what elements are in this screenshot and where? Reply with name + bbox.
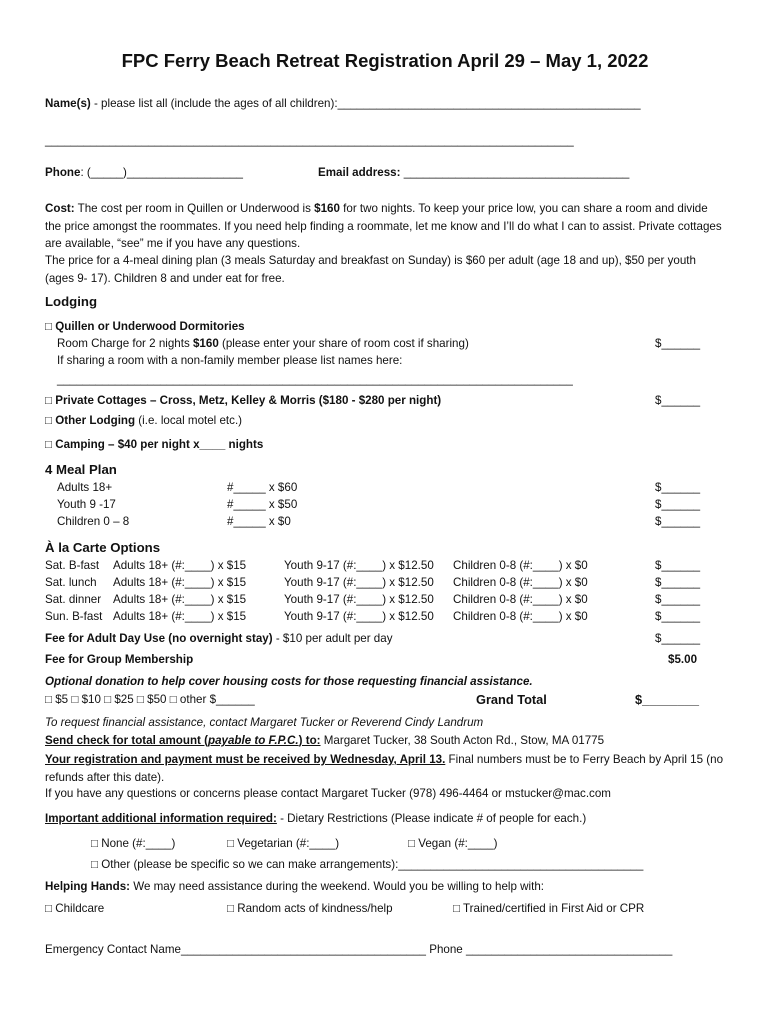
helping-hands-hint: We may need assistance during the weekend. Would you be willing to help with:	[130, 880, 544, 893]
phone-row	[45, 166, 243, 179]
a-la-carte-heading: À la Carte Options	[45, 540, 161, 555]
helping-hands-row	[45, 880, 544, 893]
cost-text: The cost per room in Quillen or Underwood is	[77, 202, 315, 215]
meal-plan-calc[interactable]: #_____ x $60	[227, 481, 298, 494]
carte-youth-field[interactable]: Youth 9-17 (#:____) x $12.50	[284, 593, 434, 606]
carte-amount[interactable]: $______	[655, 593, 701, 606]
carte-youth-field[interactable]: Youth 9-17 (#:____) x $12.50	[284, 610, 434, 623]
dietary-hint: - Dietary Restrictions (Please indicate # of people for each.)	[276, 812, 587, 825]
lodging-heading: Lodging	[45, 294, 97, 309]
cost-price: $160	[314, 202, 340, 215]
carte-amount[interactable]: $______	[655, 576, 701, 589]
send-check-to: ) to:	[298, 734, 321, 747]
cottages-amount[interactable]: $______	[655, 394, 701, 407]
emergency-name-label: Emergency Contact Name	[45, 943, 181, 956]
email-label: Email address:	[318, 166, 401, 179]
donation-options[interactable]: □ $5 □ $10 □ $25 □ $50 □ other $______	[45, 693, 255, 706]
emergency-phone-field[interactable]: ________________________________	[462, 943, 673, 956]
cost-paragraph	[45, 200, 725, 253]
carte-adults-field[interactable]: Adults 18+ (#:____) x $15	[113, 610, 247, 623]
dietary-row	[45, 812, 586, 825]
other-lodging-row	[45, 414, 242, 427]
carte-adults-field[interactable]: Adults 18+ (#:____) x $15	[113, 559, 247, 572]
day-use-row	[45, 632, 393, 645]
grand-total-label: Grand Total	[476, 692, 547, 707]
meal-plan-calc[interactable]: #_____ x $50	[227, 498, 298, 511]
cottages-checkbox[interactable]: □ Private Cottages – Cross, Metz, Kelley & Morris ($180 - $280 per night)	[45, 394, 442, 407]
meal-plan-heading: 4 Meal Plan	[45, 462, 117, 477]
carte-meal-label: Sat. B-fast	[45, 559, 100, 572]
emergency-phone-label: Phone	[426, 943, 463, 956]
donation-heading: Optional donation to help cover housing costs for those requesting financial assistance.	[45, 675, 533, 688]
deadline-text: Your registration and payment must be received by Wednesday, April 13.	[45, 753, 446, 766]
carte-youth-field[interactable]: Youth 9-17 (#:____) x $12.50	[284, 576, 434, 589]
grand-total-field[interactable]: $________	[635, 692, 700, 707]
room-charge-price: $160	[192, 337, 219, 350]
cost-label: Cost:	[45, 202, 75, 215]
group-membership-amount: $5.00	[668, 653, 698, 666]
meal-plan-amount[interactable]: $______	[655, 498, 701, 511]
dietary-label: Important additional information required:	[45, 812, 277, 825]
diet-other-checkbox[interactable]: □ Other (please be specific so we can make arrangements):______________________________________	[91, 858, 644, 871]
carte-amount[interactable]: $______	[655, 559, 701, 572]
phone-label: Phone	[45, 166, 81, 179]
meal-plan-amount[interactable]: $______	[655, 481, 701, 494]
meal-plan-label: Adults 18+	[57, 481, 113, 494]
mailing-address: Margaret Tucker, 38 South Acton Rd., Stow, MA 01775	[320, 734, 605, 747]
names-label: Name(s)	[45, 97, 91, 110]
carte-children-field[interactable]: Children 0-8 (#:____) x $0	[453, 576, 588, 589]
deadline-note: Final numbers must be to Ferry Beach by April 15 (no refunds after this date).	[45, 753, 724, 784]
day-use-amount[interactable]: $______	[655, 632, 701, 645]
day-use-label: Fee for Adult Day Use (no overnight stay)	[45, 632, 273, 645]
helping-hands-label: Helping Hands:	[45, 880, 131, 893]
meal-plan-label: Youth 9 -17	[57, 498, 116, 511]
email-row	[318, 166, 629, 179]
page-title: FPC Ferry Beach Retreat Registration April 29 – May 1, 2022	[121, 50, 649, 71]
sharing-note: If sharing a room with a non-family member please list names here:	[57, 354, 403, 367]
dorm-checkbox[interactable]: □ Quillen or Underwood Dormitories	[45, 320, 245, 333]
help-kindness-checkbox[interactable]: □ Random acts of kindness/help	[227, 902, 393, 915]
names-row	[45, 97, 641, 110]
help-childcare-checkbox[interactable]: □ Childcare	[45, 902, 105, 915]
send-check-row	[45, 734, 604, 747]
help-first-aid-checkbox[interactable]: □ Trained/certified in First Aid or CPR	[453, 902, 645, 915]
questions-contact: If you have any questions or concerns please contact Margaret Tucker (978) 496-4464 or mstucker@mac.com	[45, 787, 611, 800]
meal-plan-calc[interactable]: #_____ x $0	[227, 515, 291, 528]
email-field[interactable]: ___________________________________	[400, 166, 630, 179]
room-charge-note: (please enter your share of room cost if sharing)	[218, 337, 469, 350]
carte-youth-field[interactable]: Youth 9-17 (#:____) x $12.50	[284, 559, 434, 572]
phone-field[interactable]: : (_____)__________________	[80, 166, 243, 179]
deadline-paragraph	[45, 751, 725, 786]
other-lodging-hint: (i.e. local motel etc.)	[135, 414, 243, 427]
carte-adults-field[interactable]: Adults 18+ (#:____) x $15	[113, 593, 247, 606]
meal-plan-label: Children 0 – 8	[57, 515, 130, 528]
cost-text-2: for two nights. To keep your price low, you can share a room and divide the price amongst the roommates. If you need help finding a roommate, let me know and I’ll do what I can to assist. Private cottages are available, “see” me if you have any questions.	[45, 202, 722, 250]
camping-checkbox[interactable]: □ Camping – $40 per night x____ nights	[45, 438, 264, 451]
room-charge-amount[interactable]: $______	[655, 337, 701, 350]
names-field[interactable]: _______________________________________________	[337, 97, 641, 110]
diet-none-checkbox[interactable]: □ None (#:____)	[91, 837, 176, 850]
day-use-hint: - $10 per adult per day	[272, 632, 393, 645]
carte-children-field[interactable]: Children 0-8 (#:____) x $0	[453, 593, 588, 606]
meal-price-paragraph: The price for a 4-meal dining plan (3 meals Saturday and breakfast on Sunday) is $60 per adult (age 18 and up), $50 per youth (ages 9- 17). Children 8 and under eat for free.	[45, 254, 696, 285]
carte-amount[interactable]: $______	[655, 610, 701, 623]
room-charge-row	[57, 337, 469, 350]
meal-plan-amount[interactable]: $______	[655, 515, 701, 528]
send-check-label: Send check for total amount (	[45, 734, 208, 747]
emergency-name-field[interactable]: ______________________________________	[180, 943, 426, 956]
group-membership-label: Fee for Group Membership	[45, 653, 194, 666]
names-hint: - please list all (include the ages of all children):	[90, 97, 338, 110]
carte-meal-label: Sat. dinner	[45, 593, 102, 606]
diet-vegan-checkbox[interactable]: □ Vegan (#:____)	[408, 837, 498, 850]
emergency-row	[45, 943, 672, 956]
names-field-line2[interactable]: __________________________________________________________________________________	[45, 134, 574, 147]
carte-children-field[interactable]: Children 0-8 (#:____) x $0	[453, 559, 588, 572]
carte-children-field[interactable]: Children 0-8 (#:____) x $0	[453, 610, 588, 623]
room-charge-text: Room Charge for 2 nights	[57, 337, 193, 350]
other-lodging-checkbox[interactable]: □ Other Lodging	[45, 414, 136, 427]
carte-meal-label: Sat. lunch	[45, 576, 97, 589]
diet-vegetarian-checkbox[interactable]: □ Vegetarian (#:____)	[227, 837, 340, 850]
sharing-names-field[interactable]: ________________________________________________________________________________	[57, 373, 573, 386]
carte-meal-label: Sun. B-fast	[45, 610, 103, 623]
payable-to: payable to F.P.C.	[207, 734, 299, 747]
assistance-note: To request financial assistance, contact Margaret Tucker or Reverend Cindy Landrum	[45, 716, 484, 729]
carte-adults-field[interactable]: Adults 18+ (#:____) x $15	[113, 576, 247, 589]
